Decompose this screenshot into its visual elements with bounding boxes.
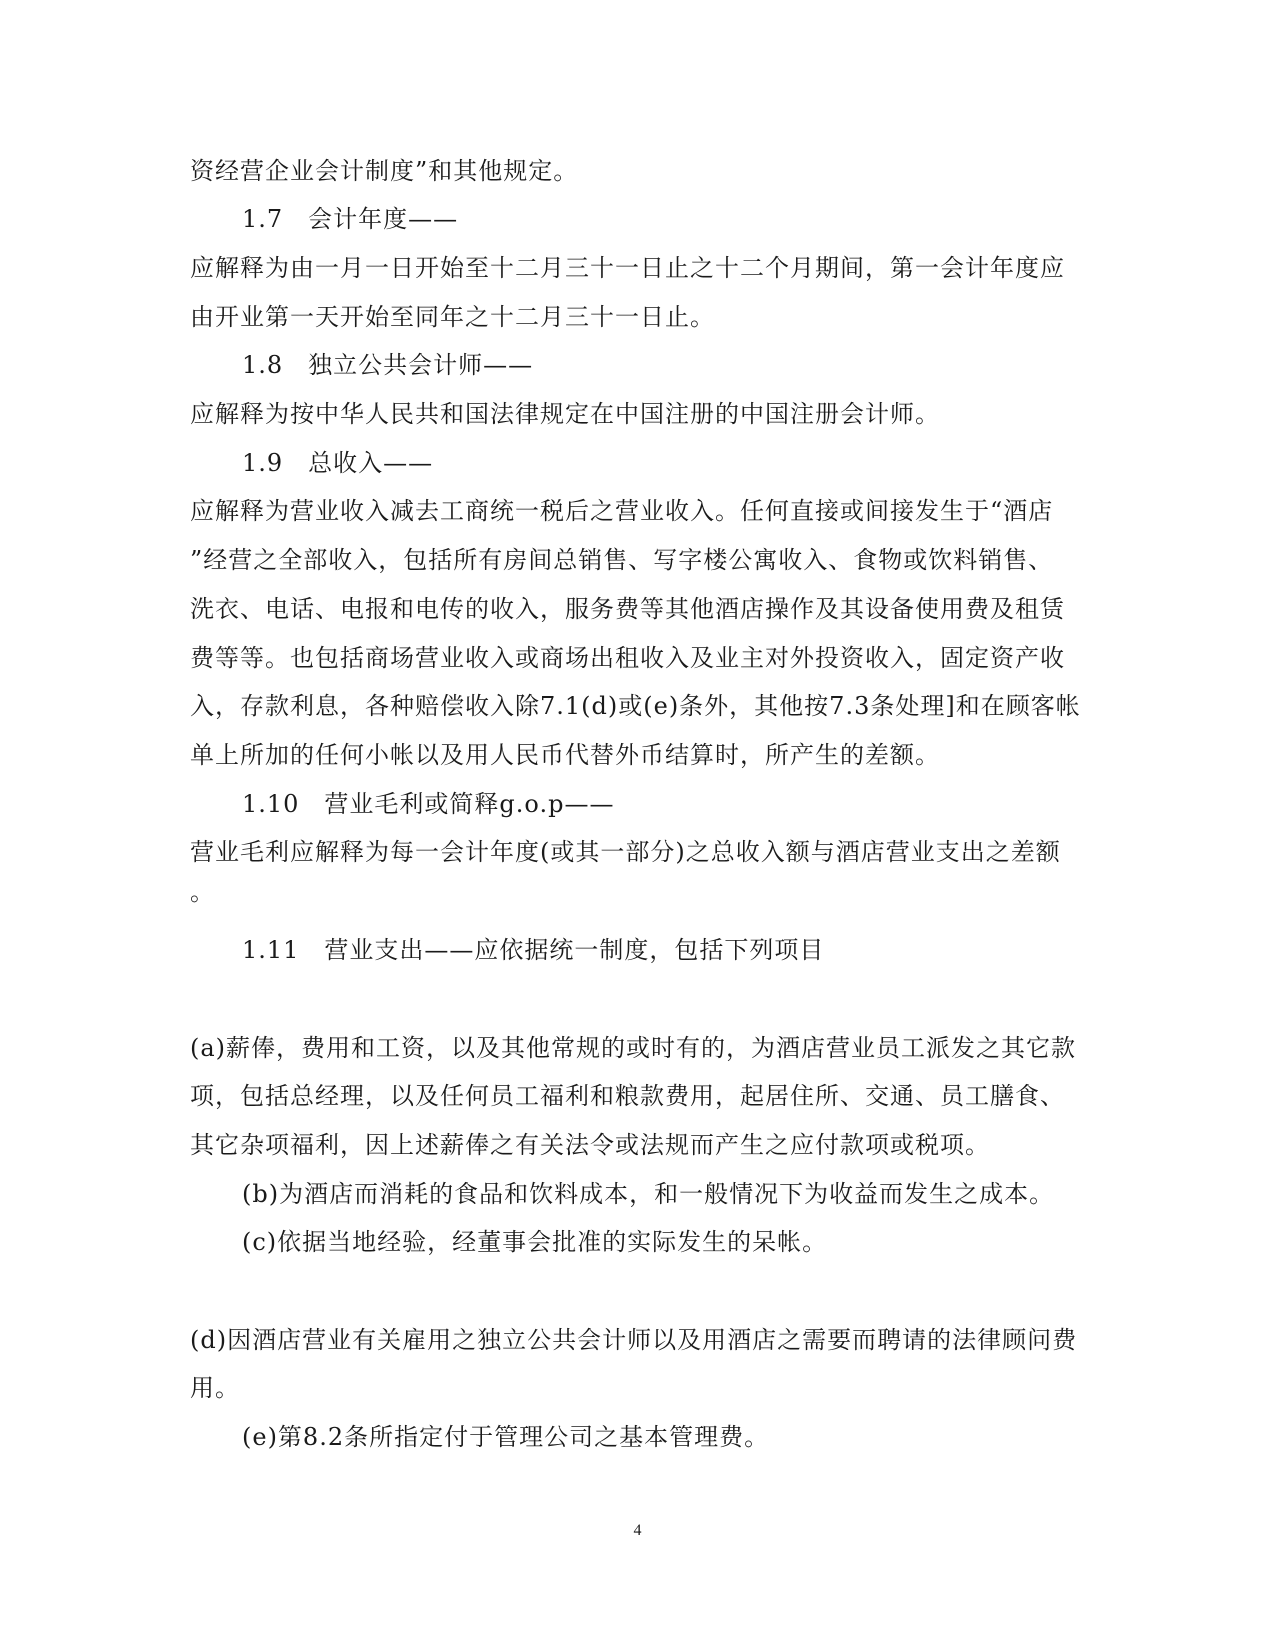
text-line: ”经营之全部收入，包括所有房间总销售、写字楼公寓收入、食物或饮料销售、 xyxy=(190,546,1054,574)
text-line: 。 xyxy=(190,878,215,906)
text-line: 资经营企业会计制度”和其他规定。 xyxy=(190,157,579,185)
section-heading-1-11: 1.11 营业支出——应依据统一制度，包括下列项目 xyxy=(242,936,825,964)
list-item-c: (c)依据当地经验，经董事会批准的实际发生的呆帐。 xyxy=(242,1228,828,1256)
text-line: 其它杂项福利，因上述薪俸之有关法令或法规而产生之应付款项或税项。 xyxy=(190,1131,990,1159)
text-line: 应解释为营业收入减去工商统一税后之营业收入。任何直接或间接发生于“酒店 xyxy=(190,497,1054,525)
text-line: 项，包括总经理，以及任何员工福利和粮款费用，起居住所、交通、员工膳食、 xyxy=(190,1082,1065,1110)
text-line: 应解释为按中华人民共和国法律规定在中国注册的中国注册会计师。 xyxy=(190,400,940,428)
text-line: 入，存款利息，各种赔偿收入除7.1(d)或(e)条外，其他按7.3条处理]和在顾客帐 xyxy=(190,692,1081,720)
text-line: 单上所加的任何小帐以及用人民币代替外币结算时，所产生的差额。 xyxy=(190,741,940,769)
text-line: 应解释为由一月一日开始至十二月三十一日止之十二个月期间，第一会计年度应 xyxy=(190,254,1065,282)
page-number: 4 xyxy=(633,1522,642,1539)
section-heading-1-7: 1.7 会计年度—— xyxy=(242,205,459,233)
list-item-d: (d)因酒店营业有关雇用之独立公共会计师以及用酒店之需要而聘请的法律顾问费 xyxy=(190,1326,1078,1354)
text-line: 用。 xyxy=(190,1374,240,1402)
section-heading-1-9: 1.9 总收入—— xyxy=(242,449,434,477)
list-item-e: (e)第8.2条所指定付于管理公司之基本管理费。 xyxy=(242,1423,770,1451)
text-line: 营业毛利应解释为每一会计年度(或其一部分)之总收入额与酒店营业支出之差额 xyxy=(190,838,1061,866)
section-heading-1-8: 1.8 独立公共会计师—— xyxy=(242,351,534,379)
text-line: 费等等。也包括商场营业收入或商场出租收入及业主对外投资收入，固定资产收 xyxy=(190,644,1065,672)
section-heading-1-10: 1.10 营业毛利或简释g.o.p—— xyxy=(242,790,615,818)
text-line: 由开业第一天开始至同年之十二月三十一日止。 xyxy=(190,303,715,331)
list-item-a: (a)薪俸，费用和工资，以及其他常规的或时有的，为酒店营业员工派发之其它款 xyxy=(190,1034,1077,1062)
text-line: 洗衣、电话、电报和电传的收入，服务费等其他酒店操作及其设备使用费及租赁 xyxy=(190,595,1065,623)
list-item-b: (b)为酒店而消耗的食品和饮料成本，和一般情况下为收益而发生之成本。 xyxy=(242,1180,1055,1208)
